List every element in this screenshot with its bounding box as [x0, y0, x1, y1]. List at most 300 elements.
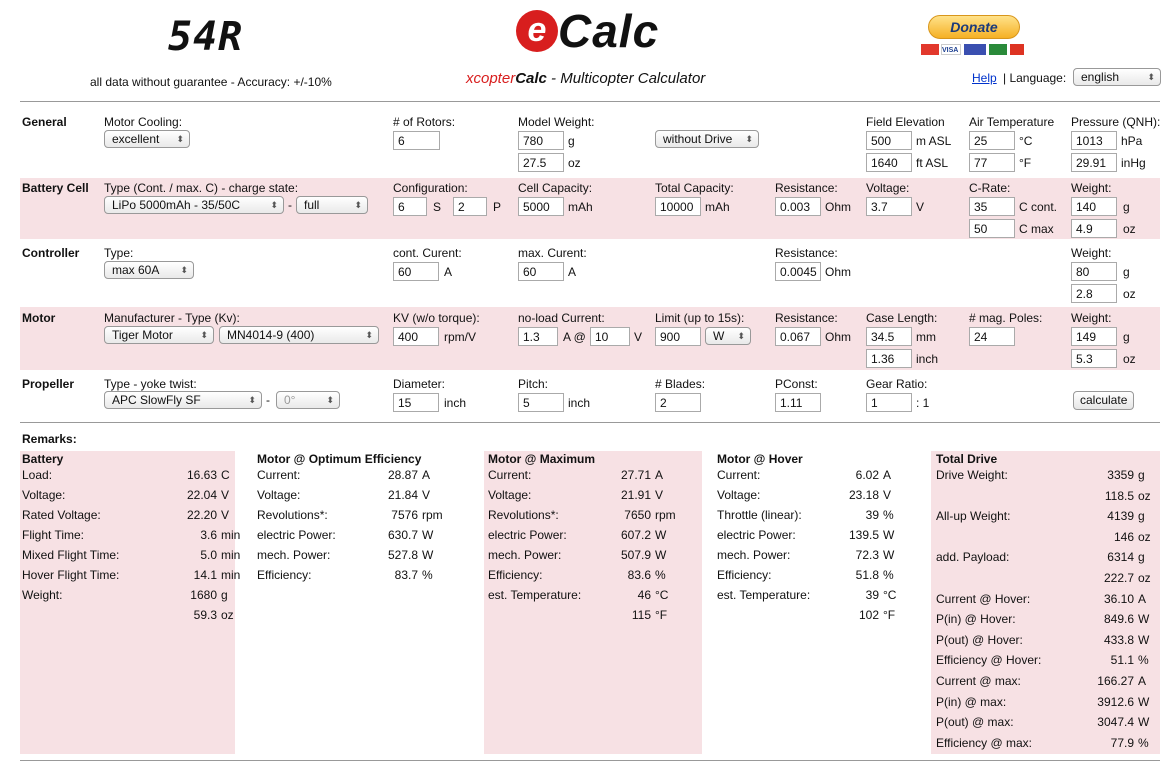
result-unit: W — [1138, 694, 1150, 709]
noload-current-input[interactable]: 1.3 — [518, 327, 558, 346]
case-length-label: Case Length: — [866, 311, 938, 325]
result-value: 4139 — [1107, 509, 1134, 524]
model-weight-label: Model Weight: — [518, 115, 595, 129]
battery-weight-label: Weight: — [1071, 181, 1112, 195]
pitch-input[interactable]: 5 — [518, 393, 564, 412]
model-weight-g-unit: g — [568, 134, 575, 148]
max-current-unit: A — [568, 265, 577, 279]
temp-c-unit: °C — [1019, 134, 1033, 148]
result-label: electric Power: — [717, 528, 796, 542]
result-label: P(in) @ max: — [936, 694, 1007, 709]
motor-weight-g-input[interactable]: 149 — [1071, 327, 1117, 346]
result-title: Motor @ Hover — [717, 452, 803, 466]
max-current-input[interactable]: 60 — [518, 262, 564, 281]
result-label: mech. Power: — [257, 548, 331, 562]
limit-unit-select[interactable] — [705, 327, 751, 345]
c-cont-input[interactable]: 35 — [969, 197, 1015, 216]
parallel-unit: P — [493, 200, 502, 214]
motor-cooling-label: Motor Cooling: — [104, 115, 183, 129]
result-unit: % — [883, 568, 894, 582]
result-label: P(out) @ Hover: — [936, 632, 1023, 647]
noload-v-unit: V — [634, 330, 643, 344]
logo-e-icon: e — [516, 10, 558, 52]
header — [0, 0, 1171, 95]
noload-voltage-input[interactable]: 10 — [590, 327, 630, 346]
motor-res-unit: Ohm — [825, 330, 852, 344]
battery-type-select[interactable] — [104, 196, 284, 214]
divider-top — [20, 101, 1160, 102]
case-mm-input[interactable]: 34.5 — [866, 327, 912, 346]
rotors-input[interactable]: 6 — [393, 131, 440, 150]
result-unit: min — [221, 568, 241, 582]
language-label: | Language: — [1003, 71, 1067, 85]
result-label: All-up Weight: — [936, 509, 1011, 524]
result-unit: A — [1138, 591, 1147, 606]
battery-type-label: Type (Cont. / max. C) - charge state: — [104, 181, 299, 195]
motor-weight-label: Weight: — [1071, 311, 1112, 325]
poles-label: # mag. Poles: — [969, 311, 1043, 325]
motor-model-value: MN4014-9 (400) — [227, 328, 315, 342]
cont-current-input[interactable]: 60 — [393, 262, 439, 281]
result-unit: °F — [883, 608, 896, 622]
yoke-twist-select[interactable] — [276, 391, 340, 409]
case-inch-unit: inch — [916, 352, 939, 366]
gear-ratio-input[interactable]: 1 — [866, 393, 912, 412]
result-label: Current @ Hover: — [936, 591, 1031, 606]
result-unit: V — [221, 488, 230, 502]
kv-label: KV (w/o torque): — [393, 311, 480, 325]
controller-res-unit: Ohm — [825, 265, 852, 279]
air-temp-label: Air Temperature — [969, 115, 1055, 129]
motor-res-input[interactable]: 0.067 — [775, 327, 821, 346]
chevron-icon: ⬍ — [737, 331, 745, 341]
c-max-unit: C max — [1019, 222, 1054, 236]
drive-value: without Drive — [663, 132, 733, 146]
controller-weight-oz-unit: oz — [1123, 287, 1136, 301]
controller-weight-oz-input[interactable]: 2.8 — [1071, 284, 1117, 303]
controller-title: Controller — [22, 246, 80, 260]
pressure-hpa-input[interactable]: 1013 — [1071, 131, 1117, 150]
result-unit: V — [422, 488, 431, 502]
drive-select[interactable] — [655, 130, 759, 148]
prop-type-select[interactable] — [104, 391, 262, 409]
donate-label: Donate — [950, 19, 998, 35]
battery-volt-label: Voltage: — [866, 181, 910, 195]
result-value: 14.1 — [193, 568, 217, 582]
result-value: 630.7 — [387, 528, 418, 542]
cont-current-unit: A — [444, 265, 453, 279]
charge-state-value: full — [304, 198, 320, 212]
result-unit: rpm — [422, 508, 443, 522]
cont-current-label: cont. Curent: — [393, 246, 462, 260]
subtitle-rest: - Multicopter Calculator — [546, 70, 706, 87]
result-unit: W — [422, 528, 434, 542]
result-value: 16.63 — [186, 468, 217, 482]
controller-weight-label: Weight: — [1071, 246, 1112, 260]
c-max-input[interactable]: 50 — [969, 219, 1015, 238]
badge-display: 54R — [168, 14, 244, 60]
payment-cards-icon: VISA — [921, 44, 1025, 57]
result-label: Load: — [22, 468, 53, 482]
kv-input[interactable]: 400 — [393, 327, 439, 346]
pressure-hpa-unit: hPa — [1121, 134, 1143, 148]
field-elevation-label: Field Elevation — [866, 115, 945, 129]
battery-volt-unit: V — [916, 200, 925, 214]
gear-ratio-sep: : 1 — [916, 396, 930, 410]
result-value: 77.9 — [1110, 735, 1134, 750]
chevron-icon: ⬍ — [248, 395, 256, 405]
chevron-icon: ⬍ — [1147, 72, 1155, 82]
result-motor-hover — [713, 451, 913, 754]
motor-title: Motor — [22, 311, 56, 325]
diameter-input[interactable]: 15 — [393, 393, 439, 412]
disclaimer: all data without guarantee - Accuracy: +/-10% — [90, 75, 332, 89]
result-value: 51.8 — [855, 568, 879, 582]
temp-c-input[interactable]: 25 — [969, 131, 1015, 150]
result-label: Weight: — [22, 588, 63, 602]
subtitle-calc: Calc — [515, 70, 547, 87]
result-value: 5.0 — [200, 548, 217, 562]
result-label: Efficiency: — [257, 568, 312, 582]
result-label: Mixed Flight Time: — [22, 548, 120, 562]
result-value: 433.8 — [1103, 632, 1134, 647]
divider-bottom — [20, 760, 1160, 761]
result-label: Voltage: — [717, 488, 761, 502]
battery-res-input[interactable]: 0.003 — [775, 197, 821, 216]
result-value: 607.2 — [620, 528, 651, 542]
remarks-label: Remarks: — [22, 432, 77, 446]
case-mm-unit: mm — [916, 330, 936, 344]
battery-res-unit: Ohm — [825, 200, 852, 214]
result-value: 527.8 — [387, 548, 418, 562]
result-unit: W — [1138, 632, 1150, 647]
result-title: Motor @ Optimum Efficiency — [257, 452, 422, 466]
result-label: P(in) @ Hover: — [936, 612, 1016, 627]
pressure-inhg-input[interactable]: 29.91 — [1071, 153, 1117, 172]
result-value: 6314 — [1107, 550, 1134, 565]
result-unit: % — [1138, 735, 1149, 750]
result-value: 59.3 — [193, 608, 217, 622]
result-value: 3359 — [1107, 468, 1134, 482]
result-unit: oz — [1138, 571, 1151, 585]
result-unit: W — [883, 528, 895, 542]
result-label: Hover Flight Time: — [22, 568, 120, 582]
battery-dash: - — [288, 198, 292, 212]
subtitle-x: xcopter — [466, 70, 516, 87]
result-unit: W — [883, 548, 895, 562]
total-capacity-unit: mAh — [705, 200, 730, 214]
motor-weight-g-unit: g — [1123, 330, 1130, 344]
cell-capacity-label: Cell Capacity: — [518, 181, 593, 195]
language-select[interactable] — [1073, 68, 1161, 86]
limit-input[interactable]: 900 — [655, 327, 701, 346]
result-unit: oz — [1138, 529, 1151, 544]
divider-mid — [20, 422, 1160, 423]
result-value: 27.71 — [620, 468, 651, 482]
elevation-m-unit: m ASL — [916, 134, 952, 148]
motor-cooling-value: excellent — [112, 132, 160, 146]
result-motor-maximum — [484, 451, 702, 754]
crate-label: C-Rate: — [969, 181, 1011, 195]
result-label: Rated Voltage: — [22, 508, 101, 522]
result-unit: g — [221, 588, 228, 602]
controller-type-label: Type: — [104, 246, 134, 260]
result-value: 22.04 — [186, 488, 217, 502]
result-value: 72.3 — [855, 548, 879, 562]
result-label: Efficiency @ max: — [936, 735, 1032, 750]
pressure-label: Pressure (QNH): — [1071, 115, 1161, 129]
total-capacity-input[interactable]: 10000 — [655, 197, 701, 216]
result-value: 22.20 — [186, 508, 217, 522]
result-unit: g — [1138, 509, 1145, 524]
battery-weight-oz-input[interactable]: 4.9 — [1071, 219, 1117, 238]
result-label: Efficiency: — [488, 568, 543, 582]
result-unit: A — [422, 468, 431, 482]
result-label: Efficiency: — [717, 568, 772, 582]
result-value: 7576 — [391, 508, 418, 522]
result-value: 21.91 — [620, 488, 651, 502]
result-title: Battery — [22, 452, 64, 466]
battery-weight-g-unit: g — [1123, 200, 1130, 214]
result-motor-optimum — [253, 451, 458, 754]
result-label: Efficiency @ Hover: — [936, 653, 1042, 668]
result-value: 21.84 — [387, 488, 418, 502]
result-title: Motor @ Maximum — [488, 452, 596, 466]
result-value: 36.10 — [1103, 591, 1134, 606]
elevation-ft-input[interactable]: 1640 — [866, 153, 912, 172]
motor-manufacturer-select[interactable] — [104, 326, 214, 344]
noload-at: A @ — [563, 330, 586, 344]
result-label: mech. Power: — [717, 548, 791, 562]
poles-input[interactable]: 24 — [969, 327, 1015, 346]
motor-weight-oz-unit: oz — [1123, 352, 1136, 366]
prop-dash: - — [266, 393, 270, 407]
chevron-icon: ⬍ — [270, 200, 278, 210]
result-value: 46 — [637, 588, 651, 602]
ecalc-logo — [516, 4, 659, 60]
parallel-input[interactable]: 2 — [453, 197, 487, 216]
result-unit: % — [883, 508, 894, 522]
cell-capacity-input[interactable]: 5000 — [518, 197, 564, 216]
result-unit: g — [1138, 468, 1145, 482]
temp-f-input[interactable]: 77 — [969, 153, 1015, 172]
result-unit: V — [655, 488, 664, 502]
result-unit: min — [221, 528, 241, 542]
diameter-label: Diameter: — [393, 377, 446, 391]
prop-type-value: APC SlowFly SF — [112, 393, 201, 407]
result-label: electric Power: — [257, 528, 336, 542]
result-label: Current: — [488, 468, 532, 482]
result-value: 115 — [631, 608, 651, 622]
result-label: Revolutions*: — [488, 508, 559, 522]
c-cont-unit: C cont. — [1019, 200, 1058, 214]
rotors-label: # of Rotors: — [393, 115, 456, 129]
motor-weight-oz-input[interactable]: 5.3 — [1071, 349, 1117, 368]
result-unit: % — [1138, 653, 1149, 668]
result-value: 3912.6 — [1097, 694, 1134, 709]
yoke-twist-value: 0° — [284, 393, 296, 407]
result-unit: W — [1138, 715, 1150, 730]
result-value: 51.1 — [1110, 653, 1134, 668]
controller-res-input[interactable]: 0.0045 — [775, 262, 821, 281]
result-title: Total Drive — [936, 452, 998, 466]
donate-button[interactable] — [928, 15, 1020, 39]
limit-label: Limit (up to 15s): — [655, 311, 745, 325]
pitch-label: Pitch: — [518, 377, 549, 391]
result-value: 849.6 — [1103, 612, 1134, 627]
result-unit: rpm — [655, 508, 676, 522]
result-label: est. Temperature: — [488, 588, 582, 602]
result-value: 83.6 — [627, 568, 651, 582]
series-unit: S — [433, 200, 442, 214]
result-unit: °C — [655, 588, 669, 602]
result-label: Revolutions*: — [257, 508, 328, 522]
prop-type-label: Type - yoke twist: — [104, 377, 197, 391]
result-unit: W — [655, 528, 667, 542]
result-label: Voltage: — [488, 488, 532, 502]
subtitle — [466, 70, 705, 87]
result-value: 222.7 — [1103, 571, 1134, 585]
general-title: General — [22, 115, 67, 129]
result-label: Current @ max: — [936, 674, 1021, 688]
result-value: 7650 — [624, 508, 651, 522]
result-label: add. Payload: — [936, 550, 1010, 565]
motor-manufacturer-value: Tiger Motor — [112, 328, 173, 342]
pconst-label: PConst: — [775, 377, 818, 391]
result-unit: °F — [655, 608, 668, 622]
result-unit: W — [1138, 612, 1150, 627]
result-unit: °C — [883, 588, 897, 602]
elevation-ft-unit: ft ASL — [916, 156, 949, 170]
result-value: 6.02 — [855, 468, 879, 482]
max-current-label: max. Curent: — [518, 246, 587, 260]
chevron-icon: ⬍ — [354, 200, 362, 210]
motor-res-label: Resistance: — [775, 311, 838, 325]
result-unit: W — [655, 548, 667, 562]
result-label: electric Power: — [488, 528, 567, 542]
result-label: Throttle (linear): — [717, 508, 802, 522]
battery-weight-oz-unit: oz — [1123, 222, 1136, 236]
chevron-icon: ⬍ — [176, 134, 184, 144]
logo-calc-text: Calc — [558, 5, 660, 57]
result-unit: g — [1138, 550, 1145, 565]
result-value: 83.7 — [394, 568, 418, 582]
result-value: 39 — [865, 508, 879, 522]
limit-unit-value: W — [713, 329, 725, 343]
result-label: P(out) @ max: — [936, 715, 1014, 730]
result-label: Flight Time: — [22, 528, 85, 542]
result-battery — [20, 451, 241, 754]
result-value: 166.27 — [1097, 674, 1134, 688]
config-label: Configuration: — [393, 181, 468, 195]
battery-title: Battery Cell — [22, 181, 89, 195]
battery-res-label: Resistance: — [775, 181, 838, 195]
result-value: 118.5 — [1104, 488, 1134, 503]
result-label: Voltage: — [257, 488, 301, 502]
pconst-input[interactable]: 1.11 — [775, 393, 821, 412]
result-unit: C — [221, 468, 230, 482]
result-value: 3.6 — [200, 528, 217, 542]
elevation-m-input[interactable]: 500 — [866, 131, 912, 150]
battery-weight-g-input[interactable]: 140 — [1071, 197, 1117, 216]
result-label: mech. Power: — [488, 548, 562, 562]
result-value: 28.87 — [387, 468, 418, 482]
motor-type-label: Manufacturer - Type (Kv): — [104, 311, 240, 325]
result-unit: V — [883, 488, 892, 502]
kv-unit: rpm/V — [444, 330, 477, 344]
help-link[interactable]: Help — [972, 71, 997, 85]
model-weight-g-input[interactable]: 780 — [518, 131, 564, 150]
temp-f-unit: °F — [1019, 156, 1032, 170]
model-weight-oz-input[interactable]: 27.5 — [518, 153, 564, 172]
result-value: 139.5 — [848, 528, 879, 542]
result-unit: % — [422, 568, 433, 582]
controller-weight-g-input[interactable]: 80 — [1071, 262, 1117, 281]
chevron-icon: ⬍ — [180, 265, 188, 275]
calculate-button[interactable]: calculate — [1073, 391, 1134, 410]
battery-volt-input[interactable]: 3.7 — [866, 197, 912, 216]
battery-type-value: LiPo 5000mAh - 35/50C — [112, 198, 241, 212]
result-unit: A — [655, 468, 664, 482]
result-unit: V — [221, 508, 230, 522]
result-label: Current: — [717, 468, 761, 482]
result-value: 102 — [858, 608, 879, 622]
result-unit: oz — [221, 608, 234, 622]
propeller-title: Propeller — [22, 377, 75, 391]
result-value: 39 — [865, 588, 879, 602]
chevron-icon: ⬍ — [745, 134, 753, 144]
controller-res-label: Resistance: — [775, 246, 838, 260]
chevron-icon: ⬍ — [200, 330, 208, 340]
result-value: 146 — [1113, 529, 1134, 544]
total-capacity-label: Total Capacity: — [655, 181, 734, 195]
model-weight-oz-unit: oz — [568, 156, 581, 170]
result-label: Voltage: — [22, 488, 66, 502]
result-unit: A — [883, 468, 892, 482]
pitch-unit: inch — [568, 396, 591, 410]
controller-weight-g-unit: g — [1123, 265, 1130, 279]
chevron-icon: ⬍ — [365, 330, 373, 340]
result-unit: min — [221, 548, 241, 562]
charge-state-select[interactable] — [296, 196, 368, 214]
motor-model-select[interactable] — [219, 326, 379, 344]
result-value: 507.9 — [620, 548, 651, 562]
case-inch-input[interactable]: 1.36 — [866, 349, 912, 368]
controller-type-value: max 60A — [112, 263, 160, 277]
gear-ratio-label: Gear Ratio: — [866, 377, 928, 391]
blades-label: # Blades: — [655, 377, 706, 391]
motor-cooling-select[interactable] — [104, 130, 190, 148]
diameter-unit: inch — [444, 396, 467, 410]
series-input[interactable]: 6 — [393, 197, 427, 216]
result-unit: W — [422, 548, 434, 562]
result-value: 23.18 — [848, 488, 879, 502]
result-unit: oz — [1138, 488, 1151, 503]
result-value: 1680 — [190, 588, 217, 602]
language-value: english — [1081, 70, 1120, 84]
result-label: est. Temperature: — [717, 588, 811, 602]
result-label: Current: — [257, 468, 301, 482]
chevron-icon: ⬍ — [326, 395, 334, 405]
result-total-drive — [931, 451, 1160, 754]
result-unit: % — [655, 568, 666, 582]
noload-label: no-load Current: — [518, 311, 605, 325]
controller-type-select[interactable] — [104, 261, 194, 279]
pressure-inhg-unit: inHg — [1121, 156, 1146, 170]
result-label: Drive Weight: — [936, 468, 1008, 482]
cell-capacity-unit: mAh — [568, 200, 593, 214]
blades-input[interactable]: 2 — [655, 393, 701, 412]
